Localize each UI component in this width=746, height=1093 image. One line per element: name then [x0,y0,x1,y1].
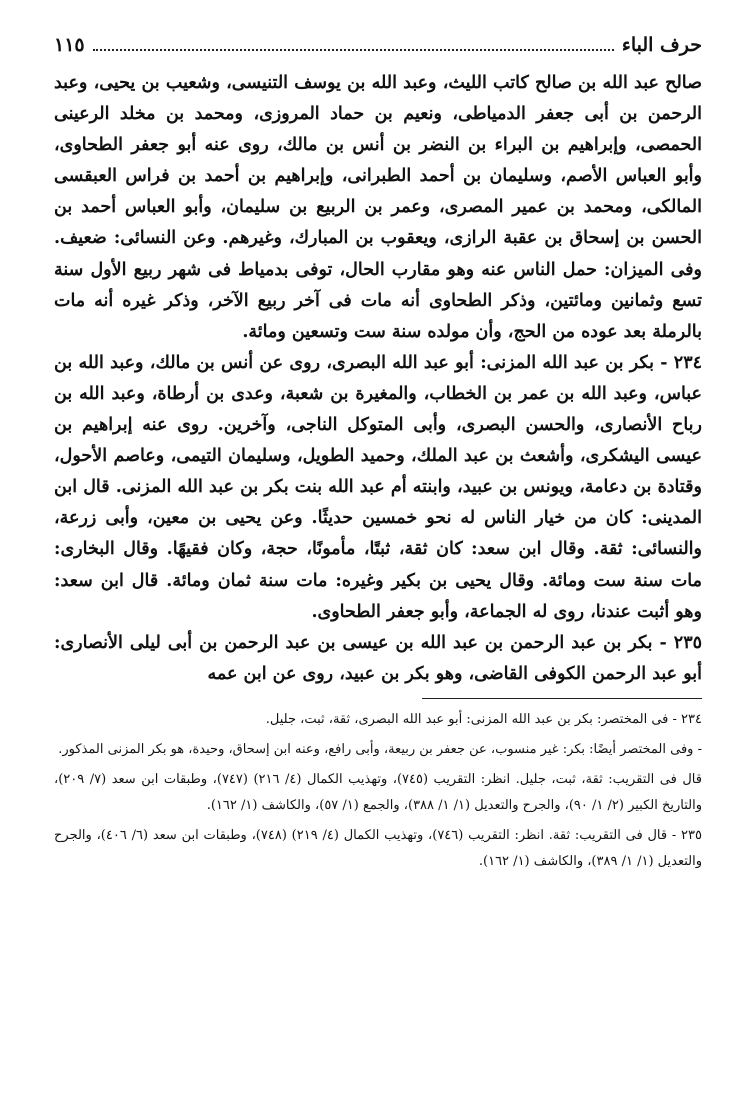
chapter-title: حرف الباء [621,34,702,56]
header-dotted-leader [93,48,614,51]
footnote-234-references: قال فى التقريب: ثقة، ثبت، جليل. انظر: التقريب (٧٤٥)، وتهذيب الكمال (٤/ ٢١٦) (٧٤٧)، وطبقات ابن سعد (٧/ ٢٠٩)، والتاريخ الكبير (٢/ ١/ ٩٠)، والجرح والتعديل (١/ ١/ ٣٨٨)، والجمع (١/ ٥٧)، والكاشف (١/ ١٦٢). [54,771,702,813]
footnote-separator [422,698,702,699]
paragraph-entry-234: ٢٣٤ - بكر بن عبد الله المزنى: أبو عبد الله البصرى، روى عن أنس بن مالك، وعبد الله بن عباس، وعبد الله بن عمر بن الخطاب، والمغيرة بن شعبة، وعدى بن أرطاة، وعبد الله بن رباح الأنصارى، والحسن البصرى، وأبى المتوكل الناجى، وآخرين. روى عنه إبراهيم بن عيسى اليشكرى، وأشعث بن عبد الملك، وحميد الطويل، وسليمان التيمى، وعاصم الأحول، وقتادة بن دعامة، ويونس بن عبيد، وابنته أم عبد الله بنت بكر بن عبد الله المزنى. قال ابن المدينى: كان من خيار الناس له نحو خمسين حديثًا. وعن يحيى بن معين، وأبى زرعة، والنسائى: ثقة. وقال ابن سعد: كان ثقة، ثبتًا، مأمونًا، حجة، وكان فقيهًا. وقال البخارى: مات سنة ست ومائة. وقال يحيى بن بكير وغيره: مات سنة ثمان ومائة. قال ابن سعد: وهو أثبت عندنا، روى له الجماعة، وأبو جعفر الطحاوى. [54,352,702,622]
paragraph-entry-235: ٢٣٥ - بكر بن عبد الرحمن بن عبد الله بن عيسى بن عبد الرحمن بن أبى ليلى الأنصارى: أبو عبد الرحمن الكوفى القاضى، وهو بكر بن عبيد، روى عن ابن عمه [54,632,702,684]
paragraph-continuation: صالح عبد الله بن صالح كاتب الليث، وعبد الله بن يوسف التنيسى، وشعيب بن يحيى، وعبد الرحمن بن أبى جعفر الدمياطى، ونعيم بن حماد المروزى، ومحمد بن مخلد الرعينى الحمصى، وإبراهيم بن البراء بن النضر بن أنس بن مالك، روى عنه أبو جعفر الطحاوى، وأبو العباس الأصم، وسليمان بن أحمد الطبرانى، وإبراهيم بن أحمد بن فراس العبقسى المالكى، ومحمد بن عمير المصرى، وعمر بن الربيع بن سليمان، وأبو العباس أحمد بن الحسن بن إسحاق بن عقبة الرازى، ويعقوب بن المبارك، وغيرهم. وعن النسائى: ضعيف. وفى الميزان: حمل الناس عنه وهو مقارب الحال، توفى بدمياط فى شهر ربيع الأول سنة تسع وثمانين ومائتين، وذكر الطحاوى أنه مات فى آخر ربيع الآخر، وذكر غيره أنه مات بالرملة بعد عوده من الحج، وأن مولده سنة ست وتسعين ومائة. [54,73,702,342]
footnote-234-summary: ٢٣٤ - فى المختصر: بكر بن عبد الله المزنى: أبو عبد الله البصرى، ثقة، ثبت، جليل. [265,711,702,727]
running-header [54,34,702,68]
footnote-234-also: - وفى المختصر أيضًا: بكر: غير منسوب، عن جعفر بن ربيعة، وأبى رافع، وعنه ابن إسحاق، وحيدة، هو بكر المزنى المذكور. [58,741,702,757]
footnote-235-references: ٢٣٥ - قال فى التقريب: ثقة. انظر: التقريب (٧٤٦)، وتهذيب الكمال (٤/ ٢١٩) (٧٤٨)، وطبقات ابن سعد (٦/ ٤٠٦)، والجرح والتعديل (١/ ١/ ٣٨٩)، والكاشف (١/ ١٦٢). [54,827,702,869]
main-text [54,68,702,690]
page-number: ١١٥ [54,34,85,56]
footnotes [54,707,702,875]
